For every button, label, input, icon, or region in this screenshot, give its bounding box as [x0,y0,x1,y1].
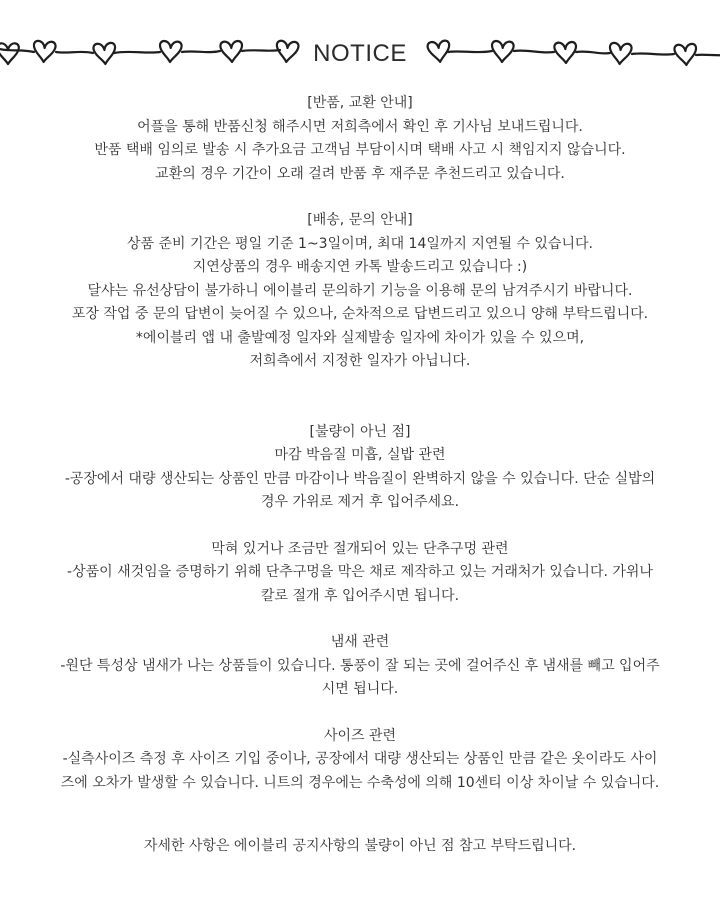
text-line: 저희측에서 지정한 일자가 아닙니다. [249,353,471,369]
text-line: 칼로 절개 후 입어주시면 됩니다. [260,587,460,604]
text-line: -실측사이즈 측정 후 사이즈 기입 중이나, 공장에서 대량 생산되는 상품인 만큼 같은 옷이라도 사이 [62,751,658,767]
text-line: -상품이 새것임을 증명하기 위해 단추구멍을 막은 채로 제작하고 있는 거래처가 있습니다. 가위나 [67,564,653,580]
text-line: 지연상품의 경우 배송지연 카톡 발송드리고 있습니다 :) [192,259,528,275]
text-line: 반품 택배 임의로 발송 시 추가요금 고객님 부담이시며 택배 사고 시 책임지지 않습니다. [94,142,626,158]
not-defect-section [0,421,720,796]
section-heading: [배송, 문의 안내] [307,212,413,228]
text-line: 시면 됩니다. [321,681,399,697]
text-line: *에이블리 앱 내 출발예정 일자와 실제발송 일자에 차이가 있을 수 있으며, [135,329,585,346]
text-line: 달샤는 유선상담이 불가하니 에이블리 문의하기 기능을 이용해 문의 남겨주시기 바랍니다. [87,282,633,299]
shipping-section [0,209,720,374]
subsection-title: 마감 박음질 미흡, 실밥 관련 [274,447,446,463]
section-heading: [반품, 교환 안내] [307,95,413,111]
text-line: 경우 가위로 제거 후 입어주세요. [260,494,460,510]
text-line: -공장에서 대량 생산되는 상품인 만큼 마감이나 박음질이 완벽하지 않을 수 있습니다. 단순 실밥의 [64,470,656,487]
text-line: 교환의 경우 기간이 오래 걸려 반품 후 재주문 추천드리고 있습니다. [155,165,565,182]
notice-header [0,28,720,80]
text-line: 즈에 오차가 발생할 수 있습니다. 니트의 경우에는 수축성에 의해 10센티 이상 차이날 수 있습니다. [60,774,660,791]
subsection-title: 막혀 있거나 조금만 절개되어 있는 단추구멍 관련 [211,540,509,557]
notice-content [0,92,720,859]
subsection-title: 사이즈 관련 [323,727,397,744]
text-line: 포장 작업 중 문의 답변이 늦어질 수 있으나, 순차적으로 답변드리고 있으니 양해 부탁드립니다. [71,306,649,322]
subsection-title: 냄새 관련 [330,634,390,650]
footer-note: 자세한 사항은 에이블리 공지사항의 불량이 아닌 점 참고 부탁드립니다. [143,838,577,854]
section-heading: [불량이 아닌 점] [309,423,411,440]
text-line: 어플을 통해 반품신청 해주시면 저희측에서 확인 후 기사님 보내드립니다. [137,118,583,135]
page-title: NOTICE [313,40,407,67]
text-line: -원단 특성상 냄새가 나는 상품들이 있습니다. 통풍이 잘 되는 곳에 걸어주신 후 냄새를 빼고 입어주 [60,657,660,674]
returns-section [0,92,720,186]
text-line: 상품 준비 기간은 평일 기준 1~3일이며, 최대 14일까지 지연될 수 있습니다. [127,235,593,252]
